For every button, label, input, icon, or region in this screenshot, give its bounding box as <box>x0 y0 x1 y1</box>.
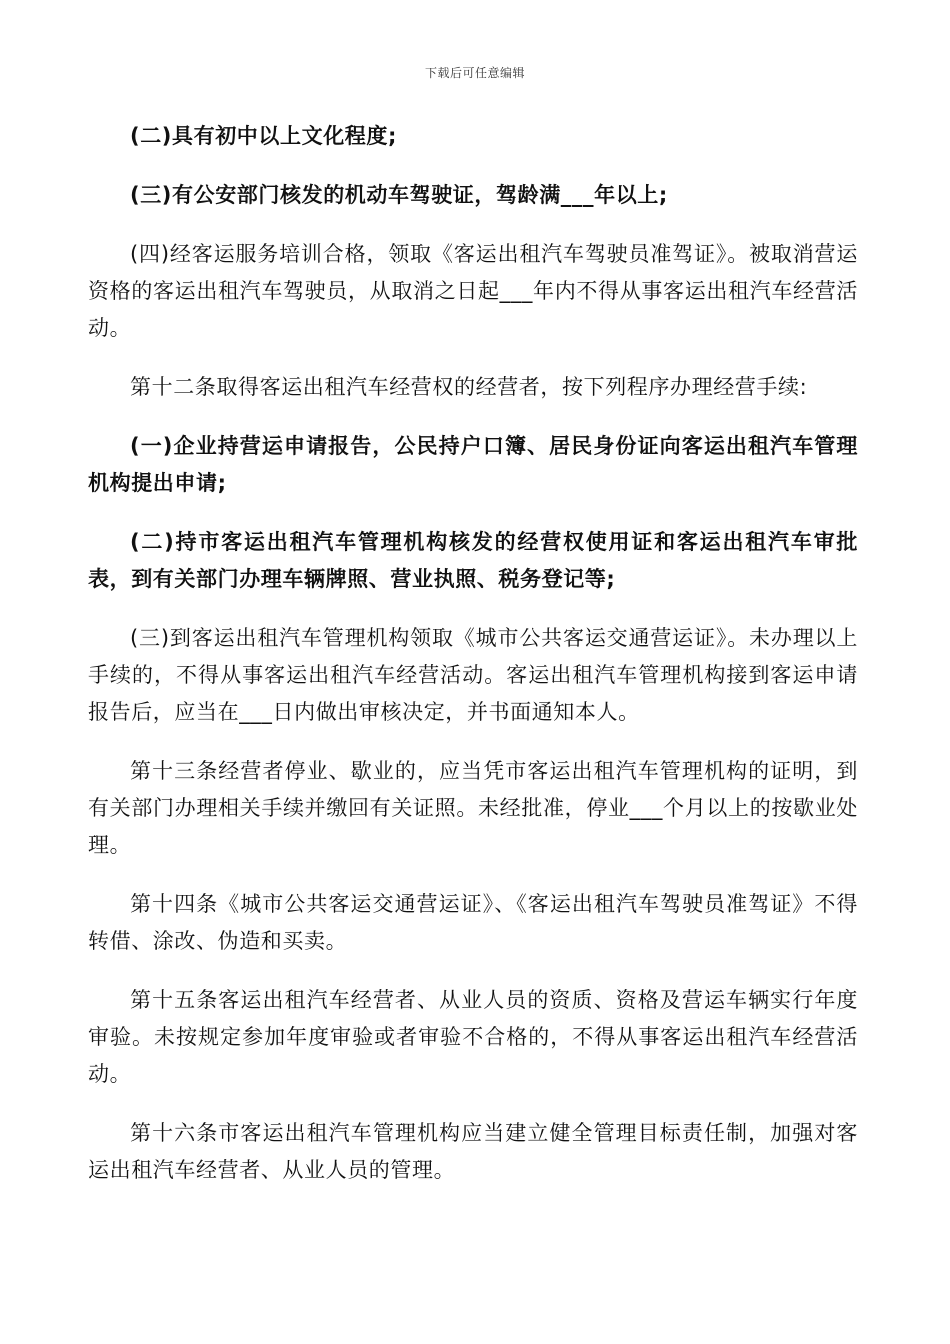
paragraph-article-14: 第十四条《城市公共客运交通营运证》、《客运出租汽车驾驶员准驾证》不得转借、涂改、伪造和买卖。 <box>88 892 858 953</box>
paragraph-article-12-item-1: (一)企业持营运申请报告，公民持户口簿、居民身份证向客运出租汽车管理机构提出申请; <box>88 434 858 495</box>
paragraph-clause-4-training: (四)经客运服务培训合格，领取《客运出租汽车驾驶员准驾证》。被取消营运资格的客运出租汽车驾驶员，从取消之日起___年内不得从事客运出租汽车经营活动。 <box>88 242 858 340</box>
page-header: 下载后可任意编辑 <box>424 66 525 80</box>
paragraph-clause-2-education: (二)具有初中以上文化程度; <box>130 124 397 148</box>
paragraph-article-12-item-2: (二)持市客运出租汽车管理机构核发的经营权使用证和客运出租汽车审批表，到有关部门办理车辆牌照、营业执照、税务登记等; <box>88 530 858 591</box>
paragraph-clause-3-license: (三)有公安部门核发的机动车驾驶证，驾龄满___年以上; <box>130 183 668 207</box>
paragraph-article-12-item-3: (三)到客运出租汽车管理机构领取《城市公共客运交通营运证》。未办理以上手续的，不得从事客运出租汽车经营活动。客运出租汽车管理机构接到客运申请报告后，应当在___日内做出审核决定，并书面通知本人。 <box>88 626 858 724</box>
paragraph-article-16: 第十六条市客运出租汽车管理机构应当建立健全管理目标责任制，加强对客运出租汽车经营者、从业人员的管理。 <box>88 1121 858 1182</box>
paragraph-article-15: 第十五条客运出租汽车经营者、从业人员的资质、资格及营运车辆实行年度审验。未按规定参加年度审验或者审验不合格的，不得从事客运出租汽车经营活动。 <box>88 988 858 1086</box>
document-body <box>88 118 858 1211</box>
paragraph-article-13: 第十三条经营者停业、歇业的，应当凭市客运出租汽车管理机构的证明，到有关部门办理相关手续并缴回有关证照。未经批准，停业___个月以上的按歇业处理。 <box>88 759 858 857</box>
paragraph-article-12: 第十二条取得客运出租汽车经营权的经营者，按下列程序办理经营手续: <box>130 375 808 399</box>
